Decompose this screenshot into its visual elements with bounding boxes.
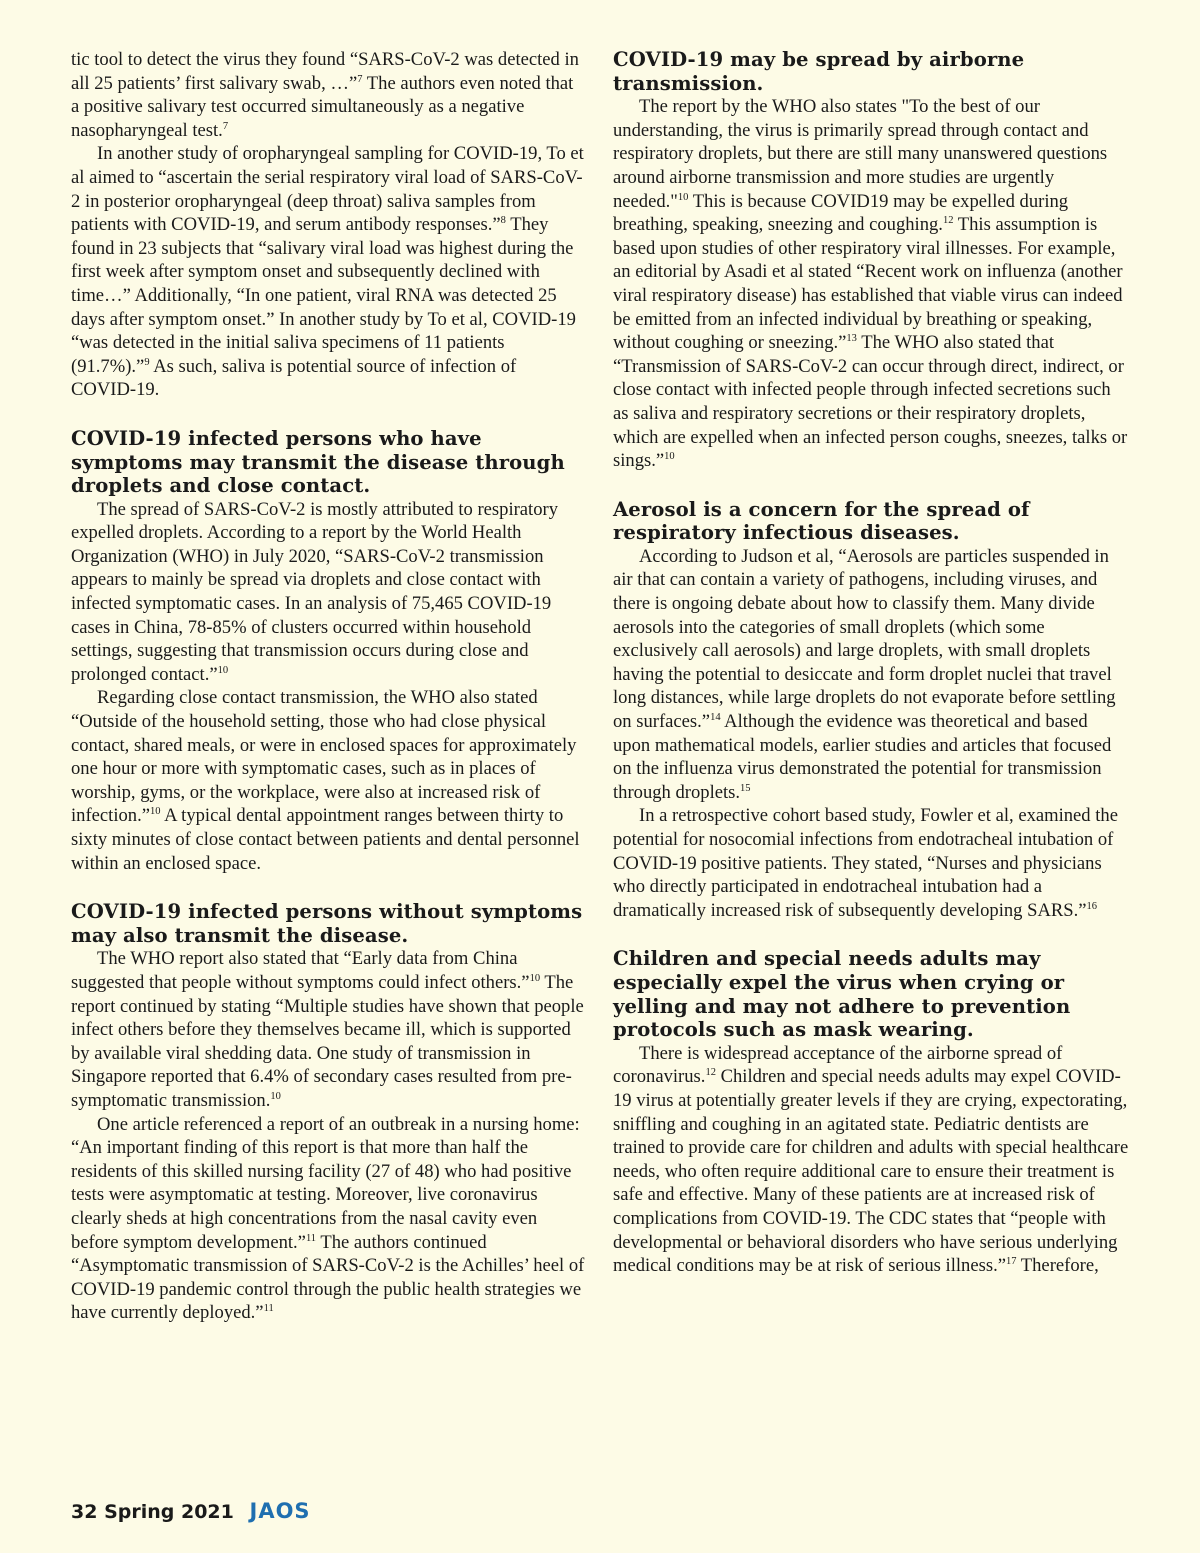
left-column — [71, 48, 585, 1325]
right-column — [613, 48, 1129, 1278]
paragraph: Regarding close contact transmission, the WHO also stated “Outside of the household setting, those who had close physical contact, shared meals, or were in enclosed spaces for approximately one hour or more with symptomatic cases, such as in places of worship, gyms, or the workplace, were also at increased risk of infection.”$^{10}$ A typical dental appointment ranges between thirty to sixty minutes of close contact between patients and dental personnel within an enclosed space. — [71, 687, 580, 874]
section-heading: Children and special needs adults may especially expel the virus when crying or yelling and may not adhere to prevention protocols such as mask wearing. — [613, 947, 1071, 1042]
section-heading: COVID-19 infected persons without symptoms may also transmit the disease. — [71, 900, 583, 947]
section-heading: Aerosol is a concern for the spread of respiratory infectious diseases. — [613, 497, 1030, 545]
paragraph: There is widespread acceptance of the airborne spread of coronavirus.$^{12}$ Children and special needs adults may expel COVID-19 virus at potentially greater levels if they are crying, expectorating, sniffling and coughing in an agitated state. Pediatric dentists are trained to provide care for children and adults with special healthcare needs, who often require additional care to ensure their treatment is safe and effective. Many of these patients are at increased risk of complications from COVID-19. The CDC states that “people with developmental or behavioral disorders who have serious underlying medical conditions may be at risk of serious illness.”$^{17}$ Therefore, — [613, 1042, 1129, 1277]
section-heading: COVID-19 infected persons who have symptoms may transmit the disease through droplets and close contact. — [71, 426, 565, 498]
paragraph: The spread of SARS-CoV-2 is mostly attributed to respiratory expelled droplets. According to a report by the World Health Organization (WHO) in July 2020, “SARS-CoV-2 transmission appears to mainly be spread via droplets and close contact with infected symptomatic cases. In an analysis of 75,465 COVID-19 cases in China, 78-85% of clusters occurred within household settings, suggesting that transmission occurs during close and prolonged contact.”$^{10}$ — [71, 498, 559, 685]
paragraph: According to Judson et al, “Aerosols are particles suspended in air that can contain a variety of pathogens, including viruses, and there is ongoing debate about how to classify them. Many divide aerosols into the categories of small droplets (which some exclusively call aerosols) and large droplets, with small droplets having the potential to desiccate and form droplet nuclei that travel long distances, while large droplets do not evaporate before settling on surfaces.”$^{14}$ Although the evidence was theoretical and based upon mathematical models, earlier studies and articles that focused on the influenza virus demonstrated the potential for transmission through droplets.$^{15}$ — [613, 545, 1116, 803]
journal-name: JAOS — [249, 1499, 311, 1523]
section-heading: COVID-19 may be spread by airborne transmission. — [613, 48, 1025, 95]
paragraph: In another study of oropharyngeal sampling for COVID-19, To et al aimed to “ascertain the serial respiratory viral load of SARS-CoV-2 in posterior oropharyngeal (deep throat) saliva samples from patients with COVID-19, and serum antibody responses.”$^8$ They found in 23 subjects that “salivary viral load was highest during the first week after symptom onset and subsequently declined with time…” Additionally, “In one patient, viral RNA was detected 25 days after symptom onset.” In another study by To et al, COVID-19 “was detected in the initial saliva specimens of 11 patients (91.7%).”$^9$ As such, saliva is potential source of infection of COVID-19. — [71, 143, 584, 401]
issue-label: Spring 2021 — [104, 1501, 234, 1523]
page-footer — [71, 1499, 311, 1523]
paragraph: tic tool to detect the virus they found “SARS-CoV-2 was detected in all 25 patients’ first salivary swab, …”$^7$ The authors even noted that a positive salivary test occurred simultaneously as a negative nasopharyngeal test.$^7$ — [71, 49, 579, 141]
page-number: 32 — [71, 1501, 98, 1523]
paragraph: One article referenced a report of an outbreak in a nursing home: “An important finding of this report is that more than half the residents of this skilled nursing facility (27 of 48) who had positive tests were asymptomatic at testing. Moreover, live coronavirus clearly sheds at high concentrations from the nasal cavity even before symptom development.”$^{11}$ The authors continued “Asymptomatic transmission of SARS-CoV-2 is the Achilles’ heel of COVID-19 pandemic control through the public health strategies we have currently deployed.”$^{11}$ — [71, 1113, 585, 1324]
paragraph: The WHO report also stated that “Early data from China suggested that people without symptoms could infect others.”$^{10}$ The report continued by stating “Multiple studies have shown that people infect others before they themselves became ill, which is supported by available viral shedding data. One study of transmission in Singapore reported that 6.4% of secondary cases resulted from pre-symptomatic transmission.$^{10}$ — [71, 948, 584, 1111]
paragraph: The report by the WHO also states "To the best of our understanding, the virus is primarily spread through contact and respiratory droplets, but there are still many unanswered questions around airborne transmission and more studies are urgently needed."$^{10}$ This is because COVID19 may be expelled during breathing, speaking, sneezing and coughing.$^{12}$ This assumption is based upon studies of other respiratory viral illnesses. For example, an editorial by Asadi et al stated “Recent work on influenza (another viral respiratory disease) has established that viable virus can indeed be emitted from an infected individual by breathing or speaking, without coughing or sneezing.”$^{13}$ The WHO also stated that “Transmission of SARS-CoV-2 can occur through direct, indirect, or close contact with infected people through infected secretions such as saliva and respiratory secretions or their respiratory droplets, which are expelled when an infected person coughs, sneezes, talks or sings.”$^{10}$ — [613, 96, 1128, 472]
paragraph: In a retrospective cohort based study, Fowler et al, examined the potential for nosocomial infections from endotracheal intubation of COVID-19 positive patients. They stated, “Nurses and physicians who directly participated in endotracheal intubation had a dramatically increased risk of subsequently developing SARS.”$^{16}$ — [613, 805, 1118, 921]
